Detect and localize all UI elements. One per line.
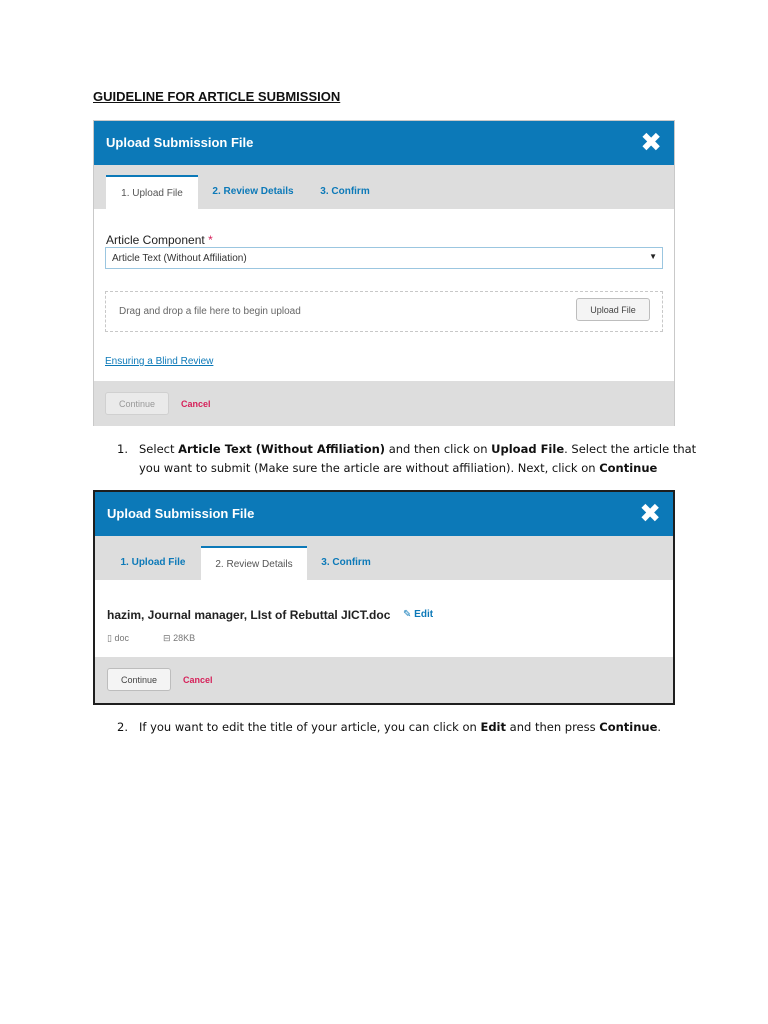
upload-modal-step-1 — [93, 120, 675, 426]
wizard-tabs — [94, 165, 674, 209]
cancel-link[interactable]: Cancel — [181, 399, 211, 409]
step-number: 1. — [117, 442, 128, 456]
pencil-icon: ✎ — [403, 609, 412, 620]
page-heading: GUIDELINE FOR ARTICLE SUBMISSION — [93, 89, 341, 104]
step-number: 2. — [117, 720, 128, 734]
step-2-line — [139, 718, 661, 737]
cancel-link[interactable]: Cancel — [183, 675, 213, 685]
tab-review-details[interactable]: 2. Review Details — [212, 186, 294, 197]
modal-title: Upload Submission File — [106, 135, 254, 150]
file-title: hazim, Journal manager, LIst of Rebuttal JICT.doc — [107, 608, 391, 622]
drive-icon: ⊟ — [163, 633, 171, 643]
select-value: Article Text (Without Affiliation) — [112, 253, 247, 264]
dropzone-text: Drag and drop a file here to begin upload — [119, 306, 301, 317]
bold-run: Edit — [480, 720, 506, 734]
bold-run: Continue — [599, 720, 658, 734]
text-run: If you want to edit the title of your article, you can click on — [139, 720, 481, 734]
text-run: Select — [139, 442, 179, 456]
required-mark: * — [208, 233, 213, 247]
tab-confirm[interactable]: 3. Confirm — [320, 186, 370, 197]
tab-upload-file[interactable]: 1. Upload File — [106, 175, 198, 209]
modal-header — [95, 492, 673, 536]
tab-review-details[interactable]: 2. Review Details — [201, 546, 307, 580]
text-run: . Select the article that — [564, 442, 697, 456]
text-run: you want to submit (Make sure the article are without affiliation). Next, click on — [139, 461, 600, 475]
file-type-value: doc — [114, 633, 129, 643]
step-1-line-1 — [139, 440, 696, 459]
close-icon[interactable]: ✖ — [639, 498, 661, 528]
modal-header — [94, 121, 674, 165]
close-icon[interactable]: ✖ — [640, 127, 662, 157]
bold-run: Continue — [599, 461, 658, 475]
file-size — [163, 633, 195, 644]
instruction-step-2 — [117, 718, 677, 738]
step-1-line-2 — [139, 459, 696, 478]
text-run: and then click on — [385, 442, 492, 456]
text-run: and then press — [506, 720, 600, 734]
article-component-select[interactable] — [105, 247, 663, 269]
edit-link[interactable] — [403, 609, 433, 620]
tab-confirm[interactable]: 3. Confirm — [321, 557, 371, 568]
dropdown-arrow-icon: ▼ — [649, 252, 657, 261]
upload-file-button[interactable]: Upload File — [576, 298, 650, 321]
modal-title: Upload Submission File — [107, 506, 255, 521]
continue-button[interactable]: Continue — [105, 392, 169, 415]
modal-footer — [94, 381, 674, 426]
continue-button[interactable]: Continue — [107, 668, 171, 691]
instruction-step-1 — [117, 440, 697, 480]
modal-footer — [95, 657, 673, 703]
tab-upload-file[interactable]: 1. Upload File — [120, 557, 186, 568]
edit-label: Edit — [414, 609, 434, 620]
bold-run: Article Text (Without Affiliation) — [178, 442, 386, 456]
file-size-value: 28KB — [173, 633, 196, 643]
article-component-label: Article Component * — [106, 233, 213, 247]
file-type — [107, 633, 129, 644]
upload-modal-step-2 — [93, 490, 675, 705]
blind-review-link[interactable]: Ensuring a Blind Review — [105, 356, 214, 367]
bold-run: Upload File — [491, 442, 565, 456]
file-dropzone[interactable] — [105, 291, 663, 332]
document-icon: ▯ — [107, 633, 112, 643]
wizard-tabs — [95, 536, 673, 580]
text-run: . — [657, 720, 662, 734]
